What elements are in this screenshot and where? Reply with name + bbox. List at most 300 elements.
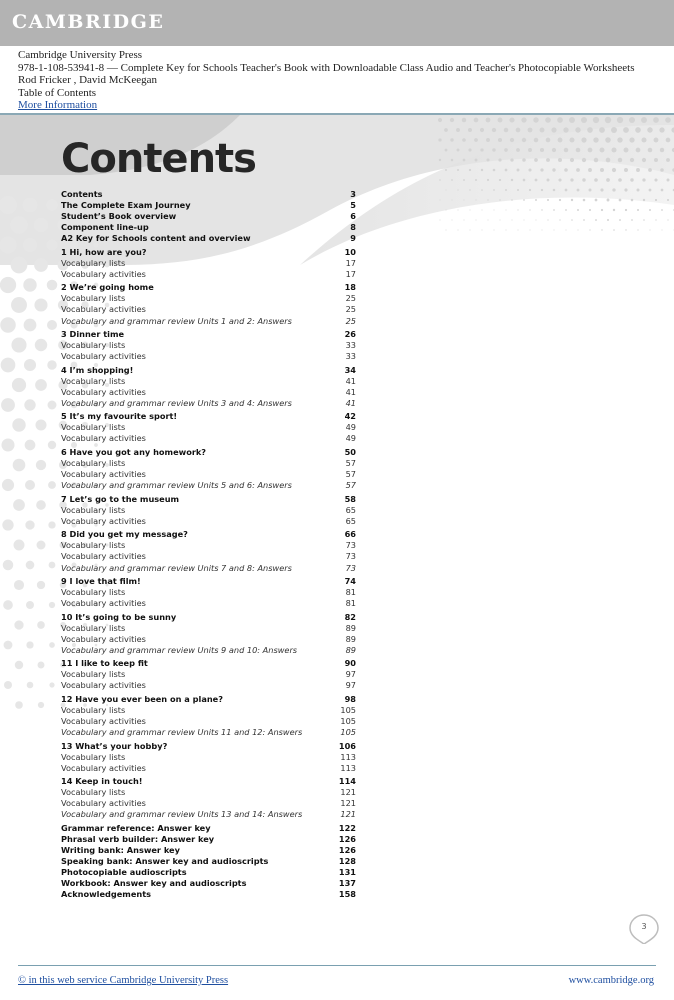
toc-entry-label: Vocabulary lists — [61, 587, 126, 598]
toc-entry-label: Component line-up — [61, 222, 149, 233]
halftone-dot — [439, 159, 441, 161]
toc-entry-page: 121 — [340, 809, 356, 820]
toc-entry — [61, 680, 356, 691]
toc-entry-page: 113 — [340, 762, 356, 773]
halftone-dot — [577, 189, 580, 192]
halftone-dot — [643, 199, 645, 201]
toc-entry-label: Vocabulary and grammar review Units 1 and 2: Answers — [61, 315, 292, 326]
toc-entry-page: 49 — [345, 422, 356, 433]
halftone-dot — [464, 220, 465, 221]
halftone-dot — [440, 200, 441, 201]
halftone-dot — [2, 519, 13, 530]
halftone-dot — [607, 219, 609, 221]
halftone-dot — [481, 189, 483, 191]
halftone-dot — [617, 117, 623, 123]
halftone-dot — [563, 127, 568, 132]
halftone-dot — [481, 169, 483, 171]
halftone-dot — [493, 189, 495, 191]
halftone-dot — [593, 137, 598, 142]
halftone-dot — [606, 178, 610, 182]
halftone-dot — [516, 148, 520, 152]
halftone-dot — [570, 158, 574, 162]
halftone-dot — [535, 179, 538, 182]
toc-entry-label: Vocabulary activities — [61, 515, 146, 526]
halftone-dot — [569, 117, 575, 123]
halftone-dot — [468, 128, 472, 132]
halftone-dot — [0, 236, 17, 253]
halftone-dot — [462, 138, 466, 142]
halftone-dot — [547, 199, 549, 201]
halftone-dot — [624, 148, 629, 153]
halftone-dot — [23, 238, 37, 252]
halftone-dot — [26, 561, 35, 570]
halftone-dot — [487, 199, 488, 200]
halftone-dot — [12, 418, 25, 431]
toc-entry — [61, 447, 356, 458]
toc-entry — [61, 645, 356, 656]
halftone-dot — [547, 219, 548, 220]
toc-entry-label: 13 What’s your hobby? — [61, 740, 168, 751]
toc-entry — [61, 365, 356, 376]
halftone-dot — [528, 128, 533, 133]
halftone-dot — [641, 117, 647, 123]
toc-entry — [61, 741, 356, 752]
toc-entry-label: Speaking bank: Answer key and audioscripts — [61, 856, 269, 867]
toc-entry — [61, 752, 356, 763]
halftone-dot — [576, 148, 581, 153]
halftone-dot — [587, 127, 593, 133]
toc-entry — [61, 282, 356, 293]
halftone-dot — [34, 218, 48, 232]
halftone-dot — [631, 219, 633, 221]
halftone-dot — [606, 158, 611, 163]
halftone-dot — [529, 209, 530, 210]
halftone-dot — [475, 179, 477, 181]
toc-entry — [61, 889, 356, 900]
halftone-dot — [659, 127, 664, 132]
toc-entry — [61, 329, 356, 340]
toc-entry-page: 105 — [340, 727, 356, 738]
halftone-dot — [637, 209, 639, 211]
halftone-dot — [642, 158, 646, 162]
toc-entry-label: 7 Let’s go to the museum — [61, 493, 180, 504]
toc-entry-label: Vocabulary lists — [61, 540, 126, 551]
halftone-dot — [464, 200, 465, 201]
toc-entry-page: 10 — [344, 246, 356, 257]
halftone-dot — [546, 158, 550, 162]
toc-entry-page: 105 — [340, 716, 356, 727]
halftone-dot — [474, 118, 479, 123]
toc-entry — [61, 787, 356, 798]
toc-entry — [61, 576, 356, 587]
halftone-dot — [445, 149, 448, 152]
halftone-dot — [475, 199, 476, 200]
toc-entry-label: 11 I like to keep fit — [61, 658, 148, 669]
halftone-dot — [14, 540, 25, 551]
halftone-dot — [35, 379, 47, 391]
halftone-dot — [505, 189, 507, 191]
halftone-dot — [565, 209, 567, 211]
toc-entry — [61, 658, 356, 669]
halftone-dot — [601, 229, 602, 230]
halftone-dot — [666, 158, 670, 162]
section-label: Table of Contents — [18, 86, 97, 99]
toc-entry-label: Vocabulary lists — [61, 504, 126, 515]
toc-entry-label: Acknowledgements — [61, 889, 151, 900]
website-link[interactable]: www.cambridge.org — [568, 975, 654, 986]
toc-entry — [61, 763, 356, 774]
toc-entry-label: 4 I’m shopping! — [61, 364, 134, 375]
toc-entry — [61, 612, 356, 623]
halftone-dot — [667, 199, 669, 201]
halftone-dot — [486, 138, 490, 142]
halftone-dot — [499, 199, 500, 200]
halftone-dot — [637, 189, 640, 192]
toc-entry — [61, 727, 356, 738]
halftone-dot — [588, 148, 593, 153]
toc-entry — [61, 705, 356, 716]
toc-entry — [61, 505, 356, 516]
halftone-dot — [49, 682, 54, 687]
toc-entry-label: Vocabulary lists — [61, 340, 126, 351]
toc-entry-page: 33 — [345, 351, 356, 362]
halftone-dot — [522, 158, 526, 162]
halftone-dot — [446, 210, 447, 211]
toc-entry-label: Vocabulary and grammar review Units 9 and 10: Answers — [61, 644, 298, 655]
toc-entry-page: 73 — [345, 540, 356, 551]
halftone-dot — [47, 280, 58, 291]
toc-entry-label: 5 It’s my favourite sport! — [61, 411, 178, 422]
halftone-dot — [617, 137, 622, 142]
halftone-dot — [462, 118, 466, 122]
halftone-dot — [648, 148, 653, 153]
toc-entry-page: 50 — [344, 447, 356, 458]
halftone-dot — [594, 178, 598, 182]
halftone-dot — [49, 642, 55, 648]
halftone-dot — [611, 147, 616, 152]
halftone-dot — [27, 682, 34, 689]
toc-entry-page: 25 — [345, 315, 356, 326]
toc-entry-label: Vocabulary lists — [61, 622, 126, 633]
toc-entry-label: 2 We’re going home — [61, 282, 154, 293]
halftone-dot — [438, 138, 441, 141]
toc-entry-page: 66 — [344, 529, 356, 540]
toc-entry-page: 74 — [344, 576, 356, 587]
halftone-dot — [588, 168, 592, 172]
toc-entry-page: 82 — [344, 611, 356, 622]
halftone-dot — [552, 168, 555, 171]
halftone-dot — [618, 178, 622, 182]
toc-entry — [61, 856, 356, 867]
toc-entry-label: Vocabulary and grammar review Units 11 and 12: Answers — [61, 727, 303, 738]
halftone-dot — [451, 179, 453, 181]
halftone-dot — [593, 117, 599, 123]
halftone-dot — [605, 117, 611, 123]
halftone-dot — [557, 117, 563, 123]
table-of-contents — [61, 189, 356, 900]
toc-entry — [61, 316, 356, 327]
halftone-dot — [46, 199, 58, 211]
toc-entry-page: 41 — [345, 375, 356, 386]
halftone-dot — [534, 158, 538, 162]
halftone-dot — [665, 117, 671, 123]
page-number-wrap — [629, 914, 659, 944]
toc-entry — [61, 694, 356, 705]
toc-entry-label: 6 Have you got any homework? — [61, 447, 207, 458]
halftone-dot — [470, 210, 471, 211]
halftone-dot — [25, 480, 35, 490]
toc-entry — [61, 598, 356, 609]
toc-entry-page: 158 — [338, 889, 356, 900]
toc-entry-label: 14 Keep in touch! — [61, 776, 143, 787]
halftone-dot — [11, 337, 26, 352]
toc-entry-page: 42 — [344, 411, 356, 422]
toc-entry-label: Vocabulary and grammar review Units 13 and 14: Answers — [61, 809, 303, 820]
halftone-dot — [440, 220, 441, 221]
halftone-dot — [613, 209, 615, 211]
halftone-dot — [517, 189, 519, 191]
halftone-dot — [648, 168, 652, 172]
halftone-dot — [475, 159, 478, 162]
halftone-dot — [600, 188, 603, 191]
halftone-dot — [518, 230, 519, 231]
toc-entry-page: 3 — [350, 189, 356, 199]
toc-entry-page: 89 — [345, 633, 356, 644]
halftone-dot — [554, 230, 555, 231]
halftone-dot — [498, 158, 501, 161]
halftone-dot — [577, 229, 578, 230]
toc-entry-page: 89 — [345, 644, 356, 655]
book-isbn-title: 978-1-108-53941-8 — Complete Key for Schools Teacher's Book with Downloadable Class Audio and Teacher's Photocopiable Worksheets — [18, 61, 635, 74]
halftone-dot — [619, 199, 622, 202]
halftone-dot — [480, 128, 484, 132]
toc-entry — [61, 258, 356, 269]
halftone-dot — [12, 378, 26, 392]
halftone-dot — [540, 168, 543, 171]
halftone-dot — [600, 168, 604, 172]
toc-entry-label: Vocabulary activities — [61, 433, 146, 444]
halftone-dot — [24, 399, 35, 410]
halftone-dot — [511, 199, 513, 201]
halftone-dot — [551, 127, 556, 132]
toc-entry-page: 97 — [345, 680, 356, 691]
toc-entry-label: Vocabulary lists — [61, 705, 126, 716]
halftone-dot — [564, 148, 568, 152]
halftone-dot — [636, 148, 641, 153]
toc-entry-label: Vocabulary activities — [61, 716, 146, 727]
toc-entry-label: Vocabulary lists — [61, 787, 126, 798]
halftone-dot — [506, 210, 507, 211]
halftone-dot — [541, 189, 543, 191]
toc-entry — [61, 340, 356, 351]
toc-entry-label: Vocabulary activities — [61, 598, 146, 609]
toc-entry-label: Vocabulary and grammar review Units 7 and 8: Answers — [61, 562, 292, 573]
toc-entry — [61, 798, 356, 809]
halftone-dot — [445, 169, 447, 171]
publisher-name: Cambridge University Press — [18, 49, 143, 61]
halftone-dot — [545, 117, 551, 123]
toc-entry-label: Vocabulary activities — [61, 633, 146, 644]
halftone-dot — [494, 210, 495, 211]
halftone-dot — [452, 220, 453, 221]
halftone-dot — [36, 460, 46, 470]
copyright-link[interactable]: © in this web service Cambridge University Press — [18, 975, 229, 986]
toc-entry-page: 41 — [345, 386, 356, 397]
halftone-dot — [438, 118, 442, 122]
halftone-dot — [552, 148, 556, 152]
halftone-dot — [534, 138, 539, 143]
halftone-dot — [35, 339, 47, 351]
toc-entry-page: 9 — [350, 233, 356, 244]
halftone-dot — [23, 198, 38, 213]
halftone-dot — [629, 117, 635, 123]
halftone-dot — [476, 220, 477, 221]
footer-rule — [18, 965, 656, 966]
toc-entry-label: Vocabulary lists — [61, 257, 126, 268]
halftone-dot — [492, 148, 495, 151]
halftone-dot — [569, 137, 574, 142]
halftone-dot — [595, 219, 597, 221]
halftone-dot — [540, 148, 544, 152]
halftone-dot — [37, 541, 46, 550]
toc-entry-label: Contents — [61, 189, 103, 199]
halftone-dot — [15, 661, 23, 669]
halftone-dot — [661, 209, 663, 211]
toc-entry-label: Vocabulary activities — [61, 680, 146, 691]
toc-entry-page: 114 — [338, 776, 356, 787]
halftone-dot — [637, 229, 638, 230]
toc-entry-page: 98 — [344, 694, 356, 705]
toc-entry-page: 81 — [345, 587, 356, 598]
toc-entry-page: 121 — [340, 787, 356, 798]
halftone-dot — [517, 169, 520, 172]
toc-entry-label: Vocabulary lists — [61, 458, 126, 469]
page-number: 3 — [641, 922, 647, 931]
halftone-dot — [582, 158, 586, 162]
toc-entry-page: 49 — [345, 433, 356, 444]
halftone-dot — [575, 127, 580, 132]
halftone-dot — [452, 200, 453, 201]
toc-entry-page: 89 — [345, 622, 356, 633]
toc-entry — [61, 540, 356, 551]
toc-entry — [61, 398, 356, 409]
halftone-dot — [25, 440, 36, 451]
halftone-dot — [523, 179, 526, 182]
toc-entry-label: Vocabulary lists — [61, 751, 126, 762]
halftone-dot — [546, 138, 551, 143]
halftone-dot — [624, 188, 627, 191]
halftone-dot — [667, 179, 670, 182]
toc-entry — [61, 529, 356, 540]
toc-entry-page: 41 — [345, 397, 356, 408]
halftone-dot — [0, 317, 16, 333]
book-authors: Rod Fricker , David McKeegan — [18, 74, 157, 86]
halftone-dot — [661, 189, 664, 192]
toc-entry-page: 126 — [338, 845, 356, 856]
halftone-dot — [34, 298, 47, 311]
toc-entry-page: 34 — [344, 364, 356, 375]
halftone-dot — [581, 117, 587, 123]
halftone-dot — [647, 127, 652, 132]
toc-entry-page: 6 — [350, 211, 356, 222]
halftone-dot — [506, 230, 507, 231]
halftone-dot — [516, 128, 521, 133]
halftone-dot — [498, 138, 502, 142]
toc-entry-page: 97 — [345, 669, 356, 680]
halftone-dot — [577, 209, 579, 211]
halftone-dot — [498, 118, 503, 123]
halftone-dot — [662, 230, 663, 231]
toc-entry-label: Vocabulary activities — [61, 798, 146, 809]
halftone-dot — [486, 118, 491, 123]
halftone-dot — [47, 360, 56, 369]
halftone-dot — [625, 209, 627, 211]
toc-entry-page: 122 — [338, 823, 356, 834]
halftone-dot — [589, 229, 590, 230]
halftone-dot — [48, 401, 57, 410]
halftone-dot — [1, 358, 16, 373]
halftone-dot — [589, 209, 591, 211]
halftone-dot — [486, 158, 489, 161]
halftone-dot — [3, 560, 14, 571]
halftone-dot — [23, 278, 36, 291]
toc-entry-label: 10 It’s going to be sunny — [61, 611, 177, 622]
toc-entry-label: Workbook: Answer key and audioscripts — [61, 878, 247, 889]
halftone-dot — [660, 148, 664, 152]
halftone-dot — [492, 128, 496, 132]
toc-entry-label: 3 Dinner time — [61, 329, 125, 340]
toc-entry-page: 5 — [350, 200, 356, 211]
toc-entry-label: Vocabulary activities — [61, 268, 146, 279]
halftone-dot — [521, 117, 526, 122]
halftone-dot — [450, 138, 453, 141]
halftone-dot — [541, 209, 542, 210]
toc-entry-page: 113 — [340, 751, 356, 762]
toc-entry-page: 131 — [338, 867, 356, 878]
toc-entry-label: A2 Key for Schools content and overview — [61, 233, 251, 244]
halftone-dot — [558, 158, 562, 162]
toc-entry-page: 17 — [345, 268, 356, 279]
halftone-dot — [624, 168, 628, 172]
halftone-dot — [571, 219, 573, 221]
toc-entry — [61, 494, 356, 505]
halftone-dot — [564, 168, 568, 172]
toc-entry — [61, 823, 356, 834]
halftone-dot — [511, 179, 513, 181]
halftone-dot — [487, 179, 489, 181]
halftone-dot — [444, 128, 448, 132]
toc-entry-page: 57 — [345, 458, 356, 469]
halftone-dot — [559, 219, 560, 220]
halftone-dot — [494, 230, 495, 231]
toc-entry-label: Vocabulary lists — [61, 293, 126, 304]
halftone-dot — [576, 168, 580, 172]
halftone-dot — [37, 581, 45, 589]
toc-entry-page: 65 — [345, 504, 356, 515]
toc-entry-label: 12 Have you ever been on a plane? — [61, 694, 223, 705]
halftone-dot — [553, 189, 556, 192]
halftone-dot — [583, 219, 585, 221]
halftone-dot — [533, 117, 538, 122]
halftone-dot — [439, 179, 441, 181]
halftone-dot — [547, 179, 550, 182]
halftone-dot — [625, 229, 626, 230]
more-information-link[interactable]: More Information — [18, 99, 98, 111]
halftone-dot — [512, 220, 513, 221]
halftone-dot — [457, 169, 459, 171]
halftone-dot — [643, 219, 645, 221]
toc-entry-page: 25 — [345, 293, 356, 304]
